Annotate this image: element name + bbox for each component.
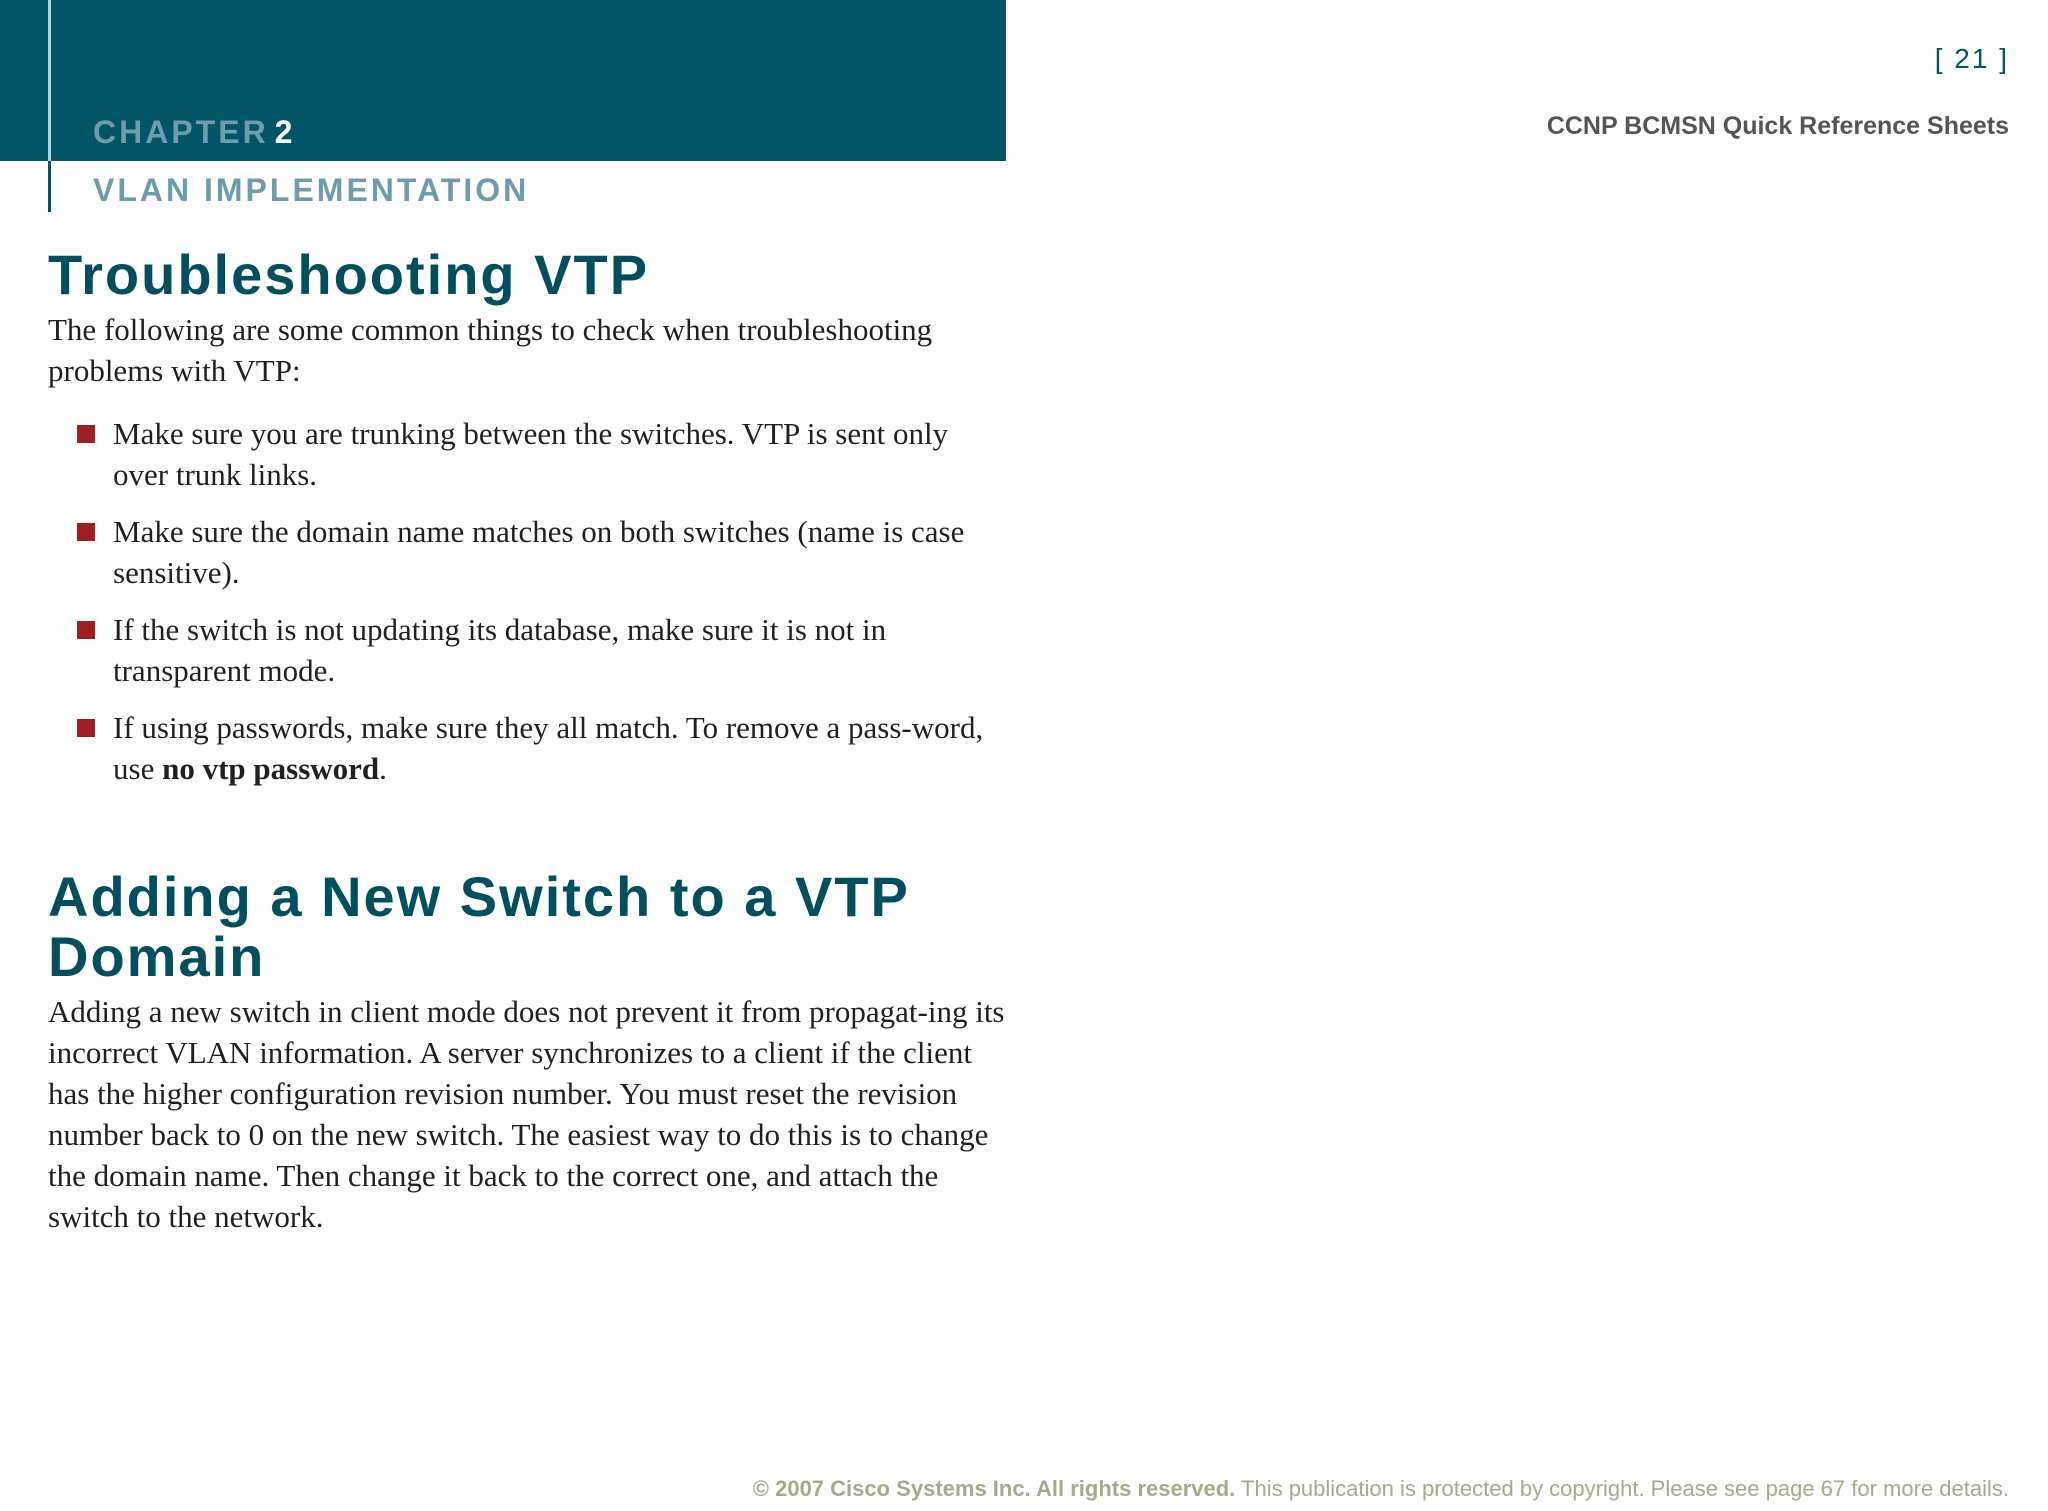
list-item-text: If the switch is not updating its database, make sure it is not in transparent mode. (113, 612, 887, 688)
list-item-text: Make sure the domain name matches on both switches (name is case sensitive). (113, 514, 965, 590)
section-adding-new-switch (48, 867, 1008, 1237)
section-troubleshooting-vtp (48, 245, 1008, 789)
bullet-square-icon (77, 621, 95, 639)
bullet-list (48, 413, 1008, 789)
command-text: no vtp password (162, 751, 380, 786)
header-rule-accent (48, 0, 51, 161)
section-heading: Adding a New Switch to a VTP Domain (48, 865, 909, 988)
list-item-text-end: . (379, 751, 387, 786)
bullet-square-icon (77, 523, 95, 541)
section-body: Adding a new switch in client mode does not prevent it from propagat-ing its incorrect VLAN information. A server synchronizes to a client if the client has the higher configuration revision number. You must reset the revision number back to 0 on the new switch. The easiest way to do this is to change the domain name. Then change it back to the correct one, and attach the switch to the network. (48, 994, 1005, 1234)
list-item-text: If using passwords, make sure they all match. To remove a pass-word, use (113, 710, 984, 786)
chapter-line (93, 113, 295, 151)
chapter-number: 2 (274, 114, 296, 150)
list-item (48, 609, 1008, 691)
bullet-square-icon (77, 719, 95, 737)
chapter-label: CHAPTER (93, 114, 269, 150)
list-item (48, 707, 1008, 789)
list-item-text: Make sure you are trunking between the switches. VTP is sent only over trunk links. (113, 416, 949, 492)
footer-copyright: © 2007 Cisco Systems Inc. All rights reserved. (752, 1476, 1236, 1501)
bullet-square-icon (77, 425, 95, 443)
list-item (48, 511, 1008, 593)
footer (753, 1476, 2009, 1502)
section-name: VLAN IMPLEMENTATION (93, 172, 530, 208)
book-title: CCNP BCMSN Quick Reference Sheets (1546, 112, 2009, 140)
page-content (48, 245, 1008, 1237)
list-item (48, 413, 1008, 495)
page-number: [ 21 ] (1934, 43, 2009, 74)
footer-notice: This publication is protected by copyright. Please see page 67 for more details. (1241, 1476, 2009, 1501)
section-heading: Troubleshooting VTP (48, 243, 650, 306)
section-intro: The following are some common things to check when troubleshooting problems with VTP: (48, 312, 933, 388)
